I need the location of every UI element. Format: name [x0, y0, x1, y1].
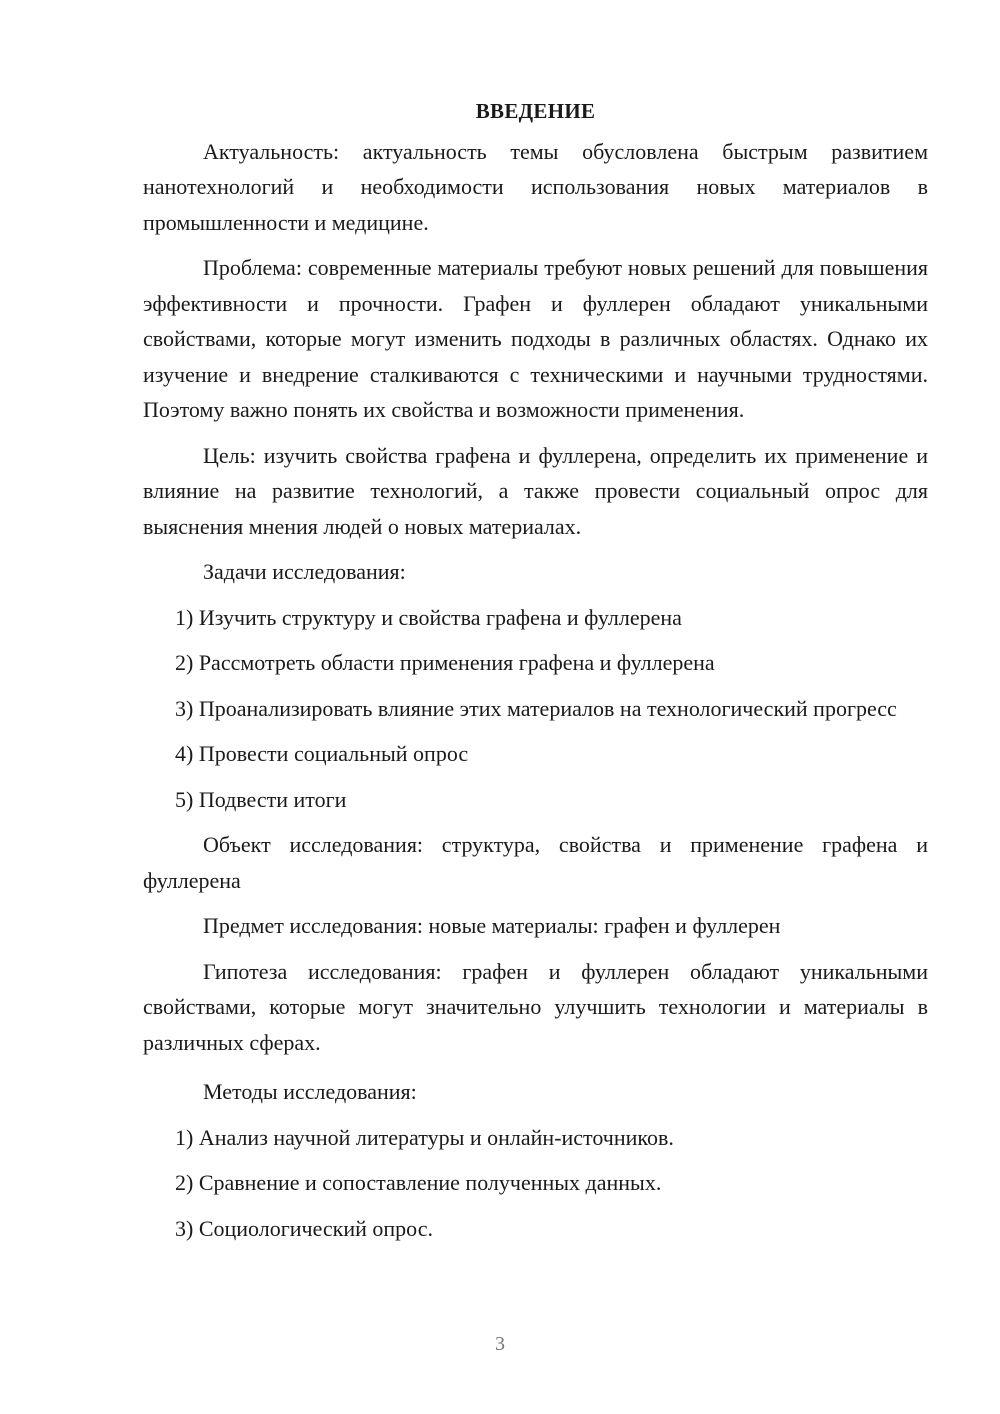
document-page [143, 94, 928, 1256]
relevance-paragraph: Актуальность: актуальность темы обусловлена быстрым развитием нанотехнологий и необходимости использования новых материалов в промышленности и медицине. [143, 138, 928, 235]
list-item: 3) Проанализировать влияние этих материалов на технологический прогресс [175, 695, 897, 721]
tasks-heading: Задачи исследования: [203, 559, 406, 584]
page-title: ВВЕДЕНИЕ [475, 99, 596, 123]
list-item: 2) Рассмотреть области применения графена и фуллерена [175, 650, 715, 675]
tasks-list [143, 600, 928, 818]
methods-heading: Методы исследования: [203, 1079, 417, 1104]
object-paragraph: Объект исследования: структура, свойства и применение графена и фуллерена [143, 832, 928, 893]
list-item: 5) Подвести итоги [175, 786, 347, 812]
list-item: 1) Анализ научной литературы и онлайн-источников. [175, 1124, 674, 1150]
problem-paragraph: Проблема: современные материалы требуют новых решений для повышения эффективности и прочности. Графен и фуллерен обладают уникальными свойствами, которые могут изменить подходы в различных областях. Однако их изучение и внедрение сталкиваются с техническими и научными трудностями. Поэтому важно понять их свойства и возможности применения. [143, 255, 928, 422]
methods-list [143, 1120, 928, 1247]
goal-paragraph: Цель: изучить свойства графена и фуллерена, определить их применение и влияние на развитие технологий, а также провести социальный опрос для выяснения мнения людей о новых материалах. [143, 442, 928, 539]
hypothesis-paragraph: Гипотеза исследования: графен и фуллерен обладают уникальными свойствами, которые могут значительно улучшить технологии и материалы в различных сферах. [143, 958, 928, 1055]
list-item: 1) Изучить структуру и свойства графена и фуллерена [175, 604, 682, 630]
list-item: 4) Провести социальный опрос [175, 741, 469, 766]
page-number: 3 [495, 1333, 505, 1355]
subject-paragraph: Предмет исследования: новые материалы: графен и фуллерен [203, 913, 781, 938]
list-item: 3) Социологический опрос. [175, 1215, 433, 1241]
list-item: 2) Сравнение и сопоставление полученных данных. [175, 1170, 662, 1195]
